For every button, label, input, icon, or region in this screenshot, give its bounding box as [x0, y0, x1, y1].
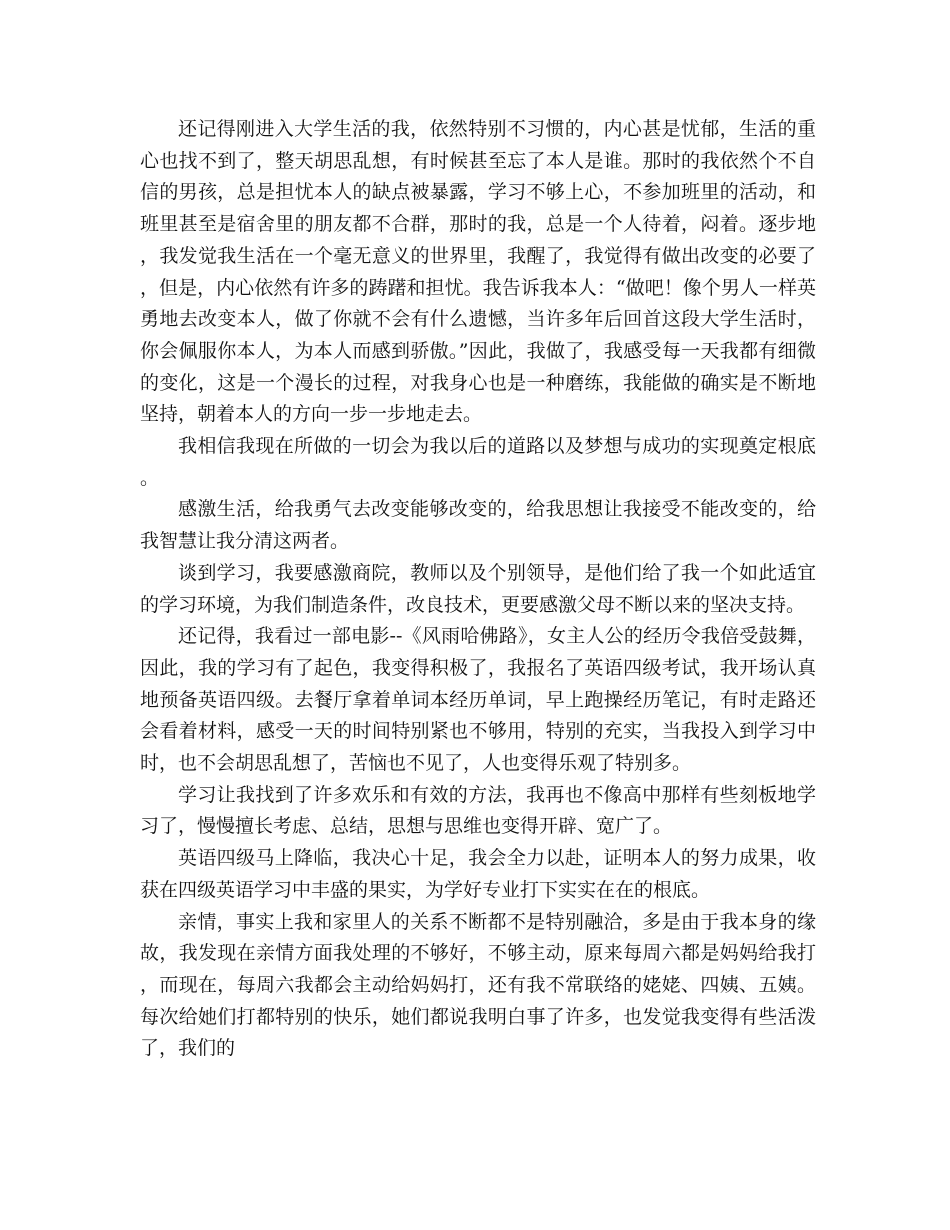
document-body	[140, 114, 816, 1065]
paragraph-7: 英语四级马上降临，我决心十足，我会全力以赴，证明本人的努力成果，收获在四级英语学习中丰盛的果实，为学好专业打下实实在在的根底。	[140, 847, 816, 901]
paragraph-2: 我相信我现在所做的一切会为我以后的道路以及梦想与成功的实现奠定根底。	[140, 435, 816, 489]
paragraph-6: 学习让我找到了许多欢乐和有效的方法，我再也不像高中那样有些刻板地学习了，慢慢擅长考虑、总结，思想与思维也变得开辟、宽广了。	[140, 783, 816, 838]
paragraph-3: 感激生活，给我勇气去改变能够改变的，给我思想让我接受不能改变的，给我智慧让我分清这两者。	[140, 498, 816, 553]
paragraph-4: 谈到学习，我要感激商院，教师以及个别领导，是他们给了我一个如此适宜的学习环境，为我们制造条件，改良技术，更要感激父母不断以来的坚决支持。	[140, 561, 816, 616]
paragraph-5: 还记得，我看过一部电影--《风雨哈佛路》，女主人公的经历令我倍受鼓舞，因此，我的学习有了起色，我变得积极了，我报名了英语四级考试，我开场认真地预备英语四级。去餐厅拿着单词本经历单词，早上跑操经历笔记，有时走路还会看着材料，感受一天的时间特别紧也不够用，特别的充实，当我投入到学习中时，也不会胡思乱想了，苦恼也不见了，人也变得乐观了特别多。	[140, 625, 816, 775]
paragraph-1: 还记得刚进入大学生活的我，依然特别不习惯的，内心甚是忧郁，生活的重心也找不到了，整天胡思乱想，有时候甚至忘了本人是谁。那时的我依然个不自信的男孩，总是担忧本人的缺点被暴露，学习不够上心，不参加班里的活动，和班里甚至是宿舍里的朋友都不合群，那时的我，总是一个人待着，闷着。逐步地，我发觉我生活在一个毫无意义的世界里，我醒了，我觉得有做出改变的必要了，但是，内心依然有许多的踌躇和担忧。我告诉我本人：“做吧！像个男人一样英勇地去改变本人，做了你就不会有什么遗憾，当许多年后回首这段大学生活时，你会佩服你本人，为本人而感到骄傲。”因此，我做了，我感受每一天我都有细微的变化，这是一个漫长的过程，对我身心也是一种磨练，我能做的确实是不断地坚持，朝着本人的方向一步一步地走去。	[140, 118, 816, 426]
paragraph-8: 亲情，事实上我和家里人的关系不断都不是特别融洽，多是由于我本身的缘故，我发现在亲情方面我处理的不够好，不够主动，原来每周六都是妈妈给我打，而现在，每周六我都会主动给妈妈打，还有我不常联络的姥姥、四姨、五姨。每次给她们打都特别的快乐，她们都说我明白事了许多，也发觉我变得有些活泼了，我们的	[140, 910, 816, 1060]
